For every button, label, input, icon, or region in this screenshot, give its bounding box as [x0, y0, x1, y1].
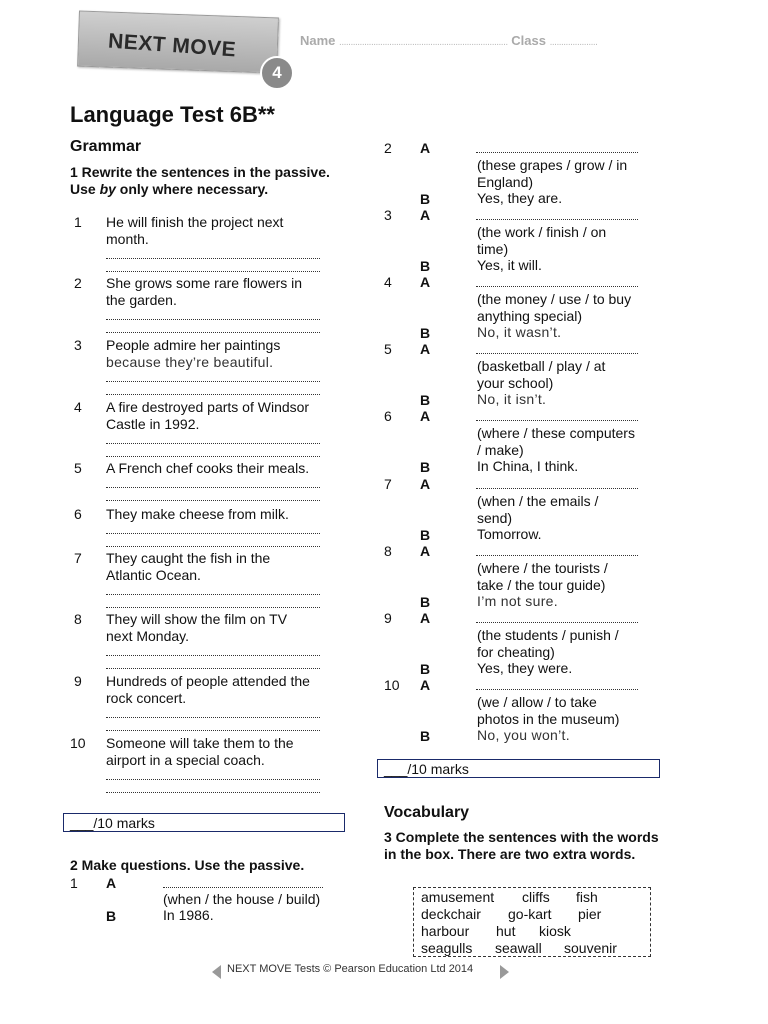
ex2-item-prompt: (basketball / play / at — [477, 358, 606, 374]
series-badge-text: NEXT MOVE — [107, 29, 237, 62]
exercise2-instruction: 2 Make questions. Use the passive. — [70, 857, 305, 873]
ex2-item-b: B — [420, 594, 431, 610]
ex2-item-answer: In China, I think. — [477, 458, 579, 474]
ex2-answer-line[interactable] — [476, 488, 638, 489]
ex2-answer-line[interactable] — [476, 622, 638, 623]
ex1-item-number: 2 — [74, 275, 82, 291]
ex1-item-number: 10 — [70, 735, 86, 751]
ex2-item-answer: Yes, they were. — [477, 660, 573, 676]
ex1-item-sentence-cont: Castle in 1992. — [106, 416, 200, 432]
footer-text: NEXT MOVE Tests © Pearson Education Ltd 2014 — [227, 963, 474, 975]
ex1-item-sentence: They make cheese from milk. — [106, 506, 289, 522]
word-box-item: amusement — [421, 889, 495, 905]
ex1-answer-line[interactable] — [106, 487, 320, 488]
word-box-item: deckchair — [421, 906, 481, 922]
ex2-answer-line[interactable] — [476, 555, 638, 556]
ex2-item-b: B — [420, 392, 431, 408]
exercise1-marks-box: ___/10 marks — [63, 813, 345, 832]
ex2-item-number: 8 — [384, 543, 392, 559]
ex2-answer-line[interactable] — [476, 219, 638, 220]
word-box-item: go-kart — [508, 906, 552, 922]
word-box-item: seagulls — [421, 940, 473, 956]
ex1-item-sentence-cont: because they’re beautiful. — [106, 354, 274, 370]
ex2-item-a: A — [420, 677, 431, 693]
exercise1-instruction: 1 Rewrite the sentences in the passive. Use by only where necessary. — [70, 164, 330, 197]
ex1-answer-line[interactable] — [106, 668, 320, 669]
ex2-item-number: 10 — [384, 677, 400, 693]
ex2-item-answer: No, you won’t. — [477, 727, 570, 743]
ex2-item-prompt: (the money / use / to buy — [477, 291, 632, 307]
ex2-item-number: 6 — [384, 408, 392, 424]
vocabulary-heading: Vocabulary — [384, 804, 470, 821]
ex2-item-prompt-cont: your school) — [477, 375, 554, 391]
ex1-item-sentence: She grows some rare flowers in — [106, 275, 303, 291]
word-box-item: hut — [496, 923, 516, 939]
ex2-item-number: 9 — [384, 610, 392, 626]
ex1-answer-line[interactable] — [106, 271, 320, 272]
ex1-item-number: 5 — [74, 460, 82, 476]
ex1-answer-line[interactable] — [106, 500, 320, 501]
series-badge-number: 4 — [260, 56, 294, 90]
ex2-item-number: 3 — [384, 207, 392, 223]
ex2-item1-number: 1 — [70, 875, 78, 891]
word-box-item: cliffs — [522, 889, 550, 905]
ex2-item-prompt-cont: send) — [477, 510, 513, 526]
ex1-answer-line[interactable] — [106, 655, 320, 656]
ex1-item-number: 1 — [74, 214, 82, 230]
ex2-item-prompt: (the students / punish / — [477, 627, 619, 643]
ex2-item1-prompt: (when / the house / build) — [163, 891, 321, 907]
ex2-item1-answer-line[interactable] — [163, 887, 323, 888]
ex2-answer-line[interactable] — [476, 689, 638, 690]
word-box-item: fish — [576, 889, 598, 905]
exercise2-marks-box: ___/10 marks — [377, 759, 660, 778]
ex2-item-prompt: (the work / finish / on — [477, 224, 607, 240]
ex1-item-sentence: They will show the film on TV — [106, 611, 288, 627]
ex2-item-number: 2 — [384, 140, 392, 156]
ex1-item-number: 4 — [74, 399, 82, 415]
word-box-item: seawall — [495, 940, 542, 956]
ex2-answer-line[interactable] — [476, 420, 638, 421]
ex2-item-b: B — [420, 258, 431, 274]
ex2-item-a: A — [420, 476, 431, 492]
ex1-answer-line[interactable] — [106, 779, 320, 780]
next-arrow-icon — [500, 965, 509, 979]
grammar-heading: Grammar — [70, 138, 142, 155]
ex1-item-number: 6 — [74, 506, 82, 522]
ex2-item1-b: B — [106, 908, 117, 924]
ex2-item-prompt: (where / these computers — [477, 425, 635, 441]
exercise3-instruction: 3 Complete the sentences with the words in the box. There are two extra words. — [384, 829, 659, 862]
ex2-item-prompt: (when / the emails / — [477, 493, 599, 509]
word-box-item: kiosk — [539, 923, 571, 939]
ex1-answer-line[interactable] — [106, 533, 320, 534]
class-label: Class — [511, 33, 546, 48]
ex2-item-answer: Tomorrow. — [477, 526, 542, 542]
ex2-item-prompt: (these grapes / grow / in — [477, 157, 628, 173]
ex1-item-sentence-cont: next Monday. — [106, 628, 190, 644]
ex1-item-sentence-cont: Atlantic Ocean. — [106, 567, 201, 583]
ex1-item-sentence-cont: rock concert. — [106, 690, 187, 706]
ex2-item1-a: A — [106, 875, 117, 891]
ex2-item-prompt-cont: take / the tour guide) — [477, 577, 606, 593]
ex1-answer-line[interactable] — [106, 607, 320, 608]
ex2-item-prompt: (we / allow / to take — [477, 694, 597, 710]
ex1-item-number: 8 — [74, 611, 82, 627]
ex2-item-a: A — [420, 140, 431, 156]
ex2-item-a: A — [420, 274, 431, 290]
ex1-answer-line[interactable] — [106, 319, 320, 320]
ex2-item-answer: No, it isn’t. — [477, 391, 547, 407]
ex2-item-prompt-cont: for cheating) — [477, 644, 555, 660]
ex2-item-prompt-cont: England) — [477, 174, 534, 190]
ex1-answer-line[interactable] — [106, 332, 320, 333]
ex2-item-b: B — [420, 459, 431, 475]
page-title: Language Test 6B** — [70, 102, 275, 127]
ex2-item-number: 7 — [384, 476, 392, 492]
ex2-item-prompt-cont: photos in the museum) — [477, 711, 620, 727]
ex2-item-b: B — [420, 661, 431, 677]
ex2-item-answer: No, it wasn’t. — [477, 324, 562, 340]
word-box-item: souvenir — [564, 940, 617, 956]
ex1-item-number: 9 — [74, 673, 82, 689]
ex1-item-sentence: Hundreds of people attended the — [106, 673, 310, 689]
ex1-item-number: 3 — [74, 337, 82, 353]
prev-arrow-icon — [212, 965, 221, 979]
ex1-item-sentence: He will finish the project next — [106, 214, 284, 230]
ex1-answer-line[interactable] — [106, 381, 320, 382]
ex2-item1-answer: In 1986. — [163, 907, 214, 923]
ex2-item-answer: I’m not sure. — [477, 593, 558, 609]
ex1-answer-line[interactable] — [106, 546, 320, 547]
ex1-item-sentence: People admire her paintings — [106, 337, 281, 353]
ex2-item-number: 4 — [384, 274, 392, 290]
ex1-answer-line[interactable] — [106, 443, 320, 444]
ex1-item-sentence-cont: airport in a special coach. — [106, 752, 265, 768]
name-label: Name — [300, 33, 336, 48]
ex2-answer-line[interactable] — [476, 286, 638, 287]
word-box — [413, 887, 651, 957]
ex2-item-b: B — [420, 728, 431, 744]
word-box-item: pier — [578, 906, 602, 922]
ex1-answer-line[interactable] — [106, 730, 320, 731]
ex1-answer-line[interactable] — [106, 394, 320, 395]
ex1-item-sentence: A fire destroyed parts of Windsor — [106, 399, 310, 415]
ex1-answer-line[interactable] — [106, 717, 320, 718]
ex2-item-answer: Yes, they are. — [477, 190, 563, 206]
ex1-item-sentence: A French chef cooks their meals. — [106, 460, 310, 476]
ex2-item-number: 5 — [384, 341, 392, 357]
ex2-item-b: B — [420, 191, 431, 207]
ex2-answer-line[interactable] — [476, 152, 638, 153]
ex1-item-sentence: Someone will take them to the — [106, 735, 294, 751]
ex1-item-sentence: They caught the fish in the — [106, 550, 271, 566]
ex1-answer-line[interactable] — [106, 456, 320, 457]
ex2-item-prompt: (where / the tourists / — [477, 560, 608, 576]
ex2-item-a: A — [420, 543, 431, 559]
ex2-item-answer: Yes, it will. — [477, 257, 542, 273]
ex1-answer-line[interactable] — [106, 792, 320, 793]
word-box-item: harbour — [421, 923, 470, 939]
ex2-item-prompt-cont: / make) — [477, 442, 524, 458]
name-class-line: Name .......................................................................... Class ..................... — [300, 33, 598, 48]
ex1-item-number: 7 — [74, 550, 82, 566]
ex2-item-a: A — [420, 341, 431, 357]
ex2-item-b: B — [420, 325, 431, 341]
ex1-answer-line[interactable] — [106, 258, 320, 259]
ex2-item-b: B — [420, 527, 431, 543]
ex1-item-sentence-cont: month. — [106, 231, 149, 247]
ex2-item-a: A — [420, 610, 431, 626]
ex1-item-sentence-cont: the garden. — [106, 292, 177, 308]
ex2-answer-line[interactable] — [476, 353, 638, 354]
ex1-answer-line[interactable] — [106, 594, 320, 595]
ex2-item-a: A — [420, 207, 431, 223]
ex2-item-prompt-cont: time) — [477, 241, 509, 257]
ex2-item-prompt-cont: anything special) — [477, 308, 583, 324]
ex2-item-a: A — [420, 408, 431, 424]
